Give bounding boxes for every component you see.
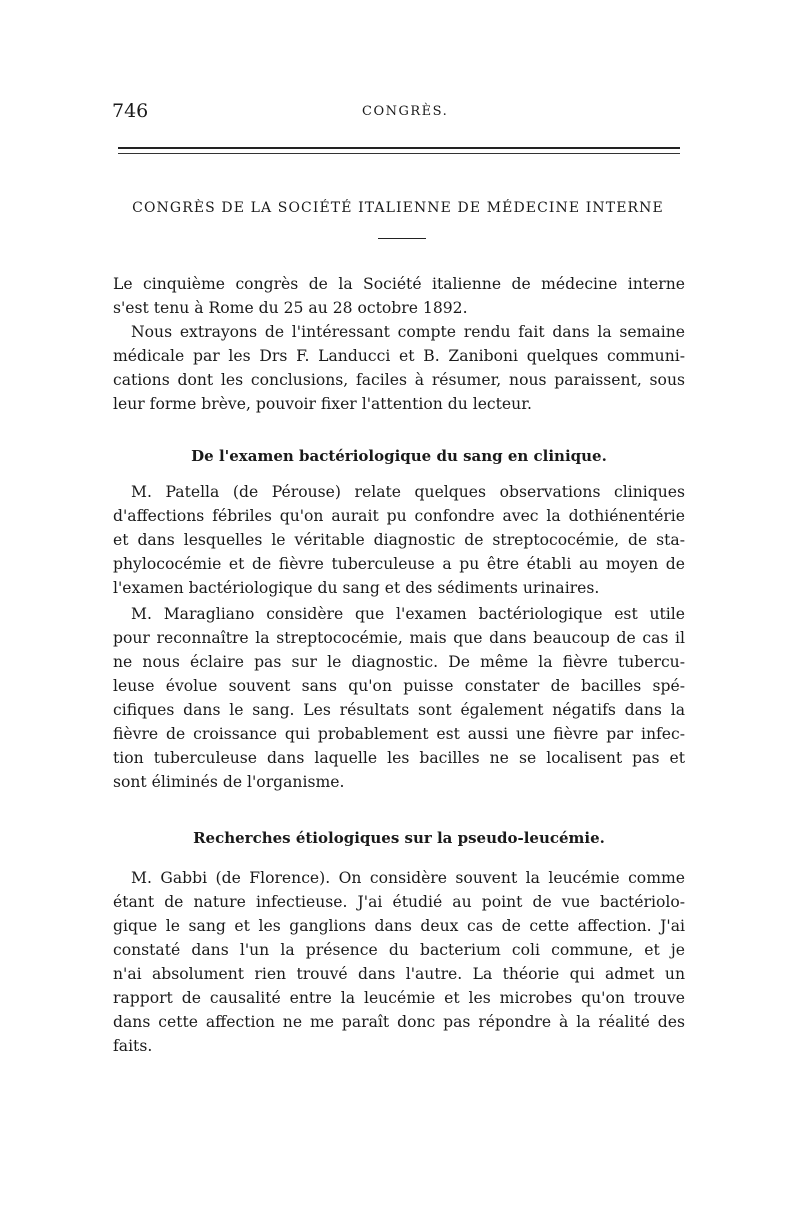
article-title: CONGRÈS DE LA SOCIÉTÉ ITALIENNE DE MÉDECINE INTERNE [132,200,664,216]
intro-paragraph [113,272,685,416]
text-line: cations dont les conclusions, faciles à résumer, nous paraissent, sous [113,371,685,389]
text-line: tion tuberculeuse dans laquelle les bacilles ne se localisent pas et [113,749,685,767]
text-line: et dans lesquelles le véritable diagnostic de streptococémie, de sta- [113,531,685,549]
header-rule [118,147,680,149]
text-line: l'examen bactériologique du sang et des sédiments urinaires. [113,579,600,597]
text-line: s'est tenu à Rome du 25 au 28 octobre 1892. [113,299,468,317]
text-line: fièvre de croissance qui probablement est aussi une fièvre par infec- [113,725,685,743]
text-line: médicale par les Drs F. Landucci et B. Zaniboni quelques communi- [113,347,685,365]
maragliano-paragraph [113,602,685,794]
text-line: constaté dans l'un la présence du bacterium coli commune, et je [113,941,685,959]
text-line: n'ai absolument rien trouvé dans l'autre. La théorie qui admet un [113,965,685,983]
section-heading-bacteriology: De l'examen bactériologique du sang en clinique. [191,447,607,465]
running-head [112,100,682,130]
running-title: CONGRÈS. [362,104,449,119]
text-line: Le cinquième congrès de la Société italienne de médecine interne [113,275,685,293]
text-line: M. Maragliano considère que l'examen bactériologique est utile [131,605,685,623]
text-line: dans cette affection ne me paraît donc pas répondre à la réalité des [113,1013,685,1031]
text-line: leuse évolue souvent sans qu'on puisse constater de bacilles spé- [113,677,685,695]
text-line: Nous extrayons de l'intéressant compte rendu fait dans la semaine [131,323,685,341]
section-heading-pseudo-leucemie: Recherches étiologiques sur la pseudo-leucémie. [193,829,605,847]
text-line: cifiques dans le sang. Les résultats sont également négatifs dans la [113,701,685,719]
text-line: gique le sang et les ganglions dans deux cas de cette affection. J'ai [113,917,685,935]
header-rule-thin [118,153,680,154]
text-line: sont éliminés de l'organisme. [113,773,345,791]
title-divider [378,238,426,239]
text-line: leur forme brève, pouvoir fixer l'attention du lecteur. [113,395,532,413]
text-line: rapport de causalité entre la leucémie et les microbes qu'on trouve [113,989,685,1007]
text-line: M. Patella (de Pérouse) relate quelques observations cliniques [131,483,685,501]
text-line: ne nous éclaire pas sur le diagnostic. De même la fièvre tubercu- [113,653,685,671]
patella-paragraph [113,480,685,600]
text-line: pour reconnaître la streptococémie, mais que dans beaucoup de cas il [113,629,685,647]
text-line: d'affections fébriles qu'on aurait pu confondre avec la dothiénentérie [113,507,685,525]
text-line: faits. [113,1037,153,1055]
page-number: 746 [112,100,149,122]
gabbi-paragraph [113,866,685,1058]
text-line: M. Gabbi (de Florence). On considère souvent la leucémie comme [131,869,685,887]
text-line: étant de nature infectieuse. J'ai étudié au point de vue bactériolo- [113,893,685,911]
text-line: phylococémie et de fièvre tuberculeuse a pu être établi au moyen de [113,555,685,573]
